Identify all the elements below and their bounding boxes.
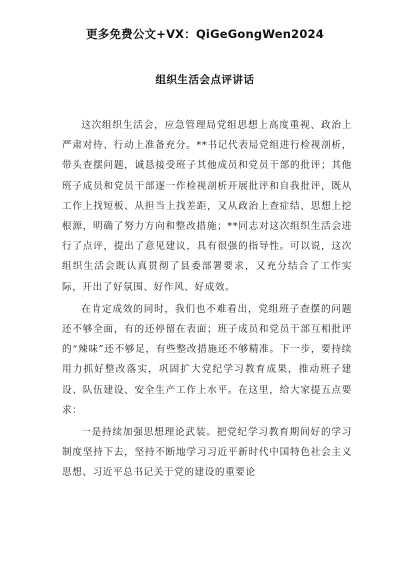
paragraph-1: 这次组织生活会，应急管理局党组思想上高度重视、政治上严肃对待、行动上准备充分。**书记代表局党组进行检视剖析，带头查摆问题，诚恳接受班子其他成员和党员干部的批评；其他班子成员和党员干部逐一作检视剖析开展批评和自我批评，既从工作上找短板、从担当上找差距，又从政治上查症结、思想上挖根源，明确了努力方向和整改措施；**同志对这次组织生活会进行了点评，提出了意见建议，具有很强的指导性。可以说，这次组织生活会既认真贯彻了县委部署要求，又充分结合了工作实际，开出了好氛围、好作风、好成效。 (62, 120, 352, 293)
paragraph-2: 在肯定成效的同时，我们也不难看出，党组班子查摆的问题还不够全面，有的还停留在表面；班子成员和党员干部互相批评的“辣味”还不够足，有些整改措施还不够精准。下一步，要持续用力抓好整改落实，巩固扩大党纪学习教育成果，推动班子建设、队伍建设、安全生产工作上水平。在这里，给大家提五点要求： (62, 303, 352, 416)
watermark-text: 更多免费公文+VX：QiGeGongWen2024 (86, 27, 324, 41)
document-body (62, 116, 352, 486)
document-title: 组织生活会点评讲话 (155, 74, 255, 86)
paragraph-3: 一是持续加强思想理论武装。把党纪学习教育期间好的学习制度坚持下去，坚持不断地学习习近平新时代中国特色社会主义思想、习近平总书记关于党的建设的重要论 (62, 427, 352, 479)
